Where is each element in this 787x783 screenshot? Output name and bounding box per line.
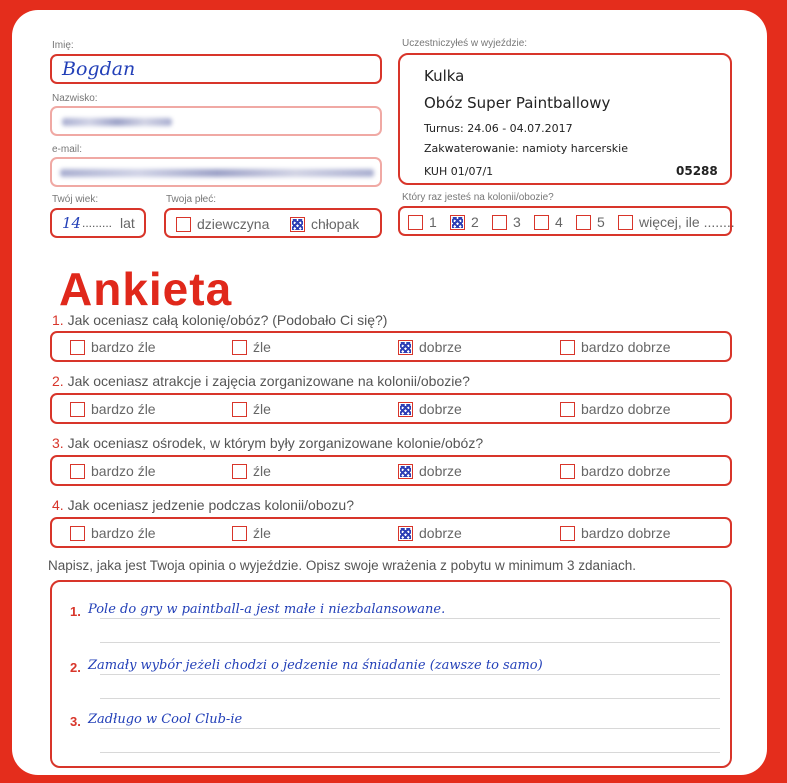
question-1: 1. Jak oceniasz całą kolonię/obóz? (Podobało Ci się?) <box>52 312 388 328</box>
trip-box <box>398 53 732 185</box>
q2-dobrze[interactable]: dobrze <box>398 400 462 417</box>
email-field[interactable] <box>50 157 382 187</box>
times-option-3[interactable]: 3 <box>492 213 521 230</box>
trip-name: Kulka <box>424 67 465 85</box>
q4-bardzo-dobrze[interactable]: bardzo dobrze <box>560 524 671 541</box>
times-option-5[interactable]: 5 <box>576 213 605 230</box>
q4-bardzo-zle[interactable]: bardzo źle <box>70 524 156 541</box>
q2-bardzo-dobrze[interactable]: bardzo dobrze <box>560 400 671 417</box>
gender-label: Twoja płeć: <box>166 194 217 205</box>
q3-dobrze[interactable]: dobrze <box>398 462 462 479</box>
age-unit: lat <box>120 215 135 231</box>
question-4-answers <box>50 517 732 548</box>
gender-boy-option[interactable]: chłopak <box>290 215 359 232</box>
q3-bardzo-dobrze[interactable]: bardzo dobrze <box>560 462 671 479</box>
q1-zle[interactable]: źle <box>232 338 271 355</box>
times-field <box>398 206 735 236</box>
answer-3-num: 3. <box>70 714 81 729</box>
answer-1-num: 1. <box>70 604 81 619</box>
times-option-4[interactable]: 4 <box>534 213 563 230</box>
answer-line-3b <box>100 752 720 753</box>
trip-label: Uczestniczyłeś w wyjeździe: <box>402 38 528 49</box>
name-field[interactable] <box>50 54 382 84</box>
question-3-answers <box>50 455 732 486</box>
opinion-box[interactable] <box>50 580 732 768</box>
question-2-answers <box>50 393 732 424</box>
times-option-2[interactable]: 2 <box>450 213 479 230</box>
q3-zle[interactable]: źle <box>232 462 271 479</box>
surname-label: Nazwisko: <box>52 93 98 104</box>
answer-line-3 <box>100 728 720 729</box>
question-3: 3. Jak oceniasz ośrodek, w którym były zorganizowane kolonie/obóz? <box>52 435 484 451</box>
name-label: Imię: <box>52 40 74 51</box>
trip-code: KUH 01/07/1 <box>424 165 494 178</box>
q4-dobrze[interactable]: dobrze <box>398 524 462 541</box>
gender-field <box>164 208 382 238</box>
age-field[interactable] <box>50 208 146 238</box>
email-label: e-mail: <box>52 144 83 155</box>
answer-3-text: Zadługo w Cool Club-ie <box>88 712 243 727</box>
answer-line-1b <box>100 642 720 643</box>
answer-1-text: Pole do gry w paintball-a jest małe i niezbalansowane. <box>88 602 446 617</box>
trip-camp: Obóz Super Paintballowy <box>424 94 611 112</box>
answer-line-1 <box>100 618 720 619</box>
question-2: 2. Jak oceniasz atrakcje i zajęcia zorganizowane na kolonii/obozie? <box>52 373 470 389</box>
email-redacted <box>60 169 374 177</box>
name-value: Bogdan <box>62 58 136 80</box>
times-label: Który raz jesteś na kolonii/obozie? <box>402 192 554 203</box>
surname-redacted <box>62 118 172 126</box>
answer-2-text: Zamały wybór jeżeli chodzi o jedzenie na śniadanie (zawsze to samo) <box>88 658 543 673</box>
q2-zle[interactable]: źle <box>232 400 271 417</box>
gender-girl-option[interactable]: dziewczyna <box>176 215 269 232</box>
answer-line-2 <box>100 674 720 675</box>
gender-boy-checkbox[interactable] <box>290 217 305 232</box>
question-4: 4. Jak oceniasz jedzenie podczas kolonii/obozu? <box>52 497 354 513</box>
age-label: Twój wiek: <box>52 194 99 205</box>
trip-accommodation: Zakwaterowanie: namioty harcerskie <box>424 142 628 155</box>
gender-girl-checkbox[interactable] <box>176 217 191 232</box>
survey-title: Ankieta <box>59 263 233 315</box>
trip-turnus: Turnus: 24.06 - 04.07.2017 <box>424 122 573 135</box>
times-option-1[interactable]: 1 <box>408 213 437 230</box>
age-dots: ......... <box>82 216 113 230</box>
q1-dobrze[interactable]: dobrze <box>398 338 462 355</box>
trip-number: 05288 <box>676 164 718 178</box>
answer-line-2b <box>100 698 720 699</box>
surname-field[interactable] <box>50 106 382 136</box>
question-1-answers <box>50 331 732 362</box>
opinion-prompt: Napisz, jaka jest Twoja opinia o wyjeździe. Opisz swoje wrażenia z pobytu w minimum 3 zdaniach. <box>48 558 637 573</box>
q2-bardzo-zle[interactable]: bardzo źle <box>70 400 156 417</box>
q3-bardzo-zle[interactable]: bardzo źle <box>70 462 156 479</box>
answer-2-num: 2. <box>70 660 81 675</box>
survey-sheet <box>12 10 767 775</box>
q1-bardzo-dobrze[interactable]: bardzo dobrze <box>560 338 671 355</box>
age-value: 14 <box>62 214 82 232</box>
q1-bardzo-zle[interactable]: bardzo źle <box>70 338 156 355</box>
times-option-more[interactable]: więcej, ile ........ <box>618 213 735 230</box>
q4-zle[interactable]: źle <box>232 524 271 541</box>
